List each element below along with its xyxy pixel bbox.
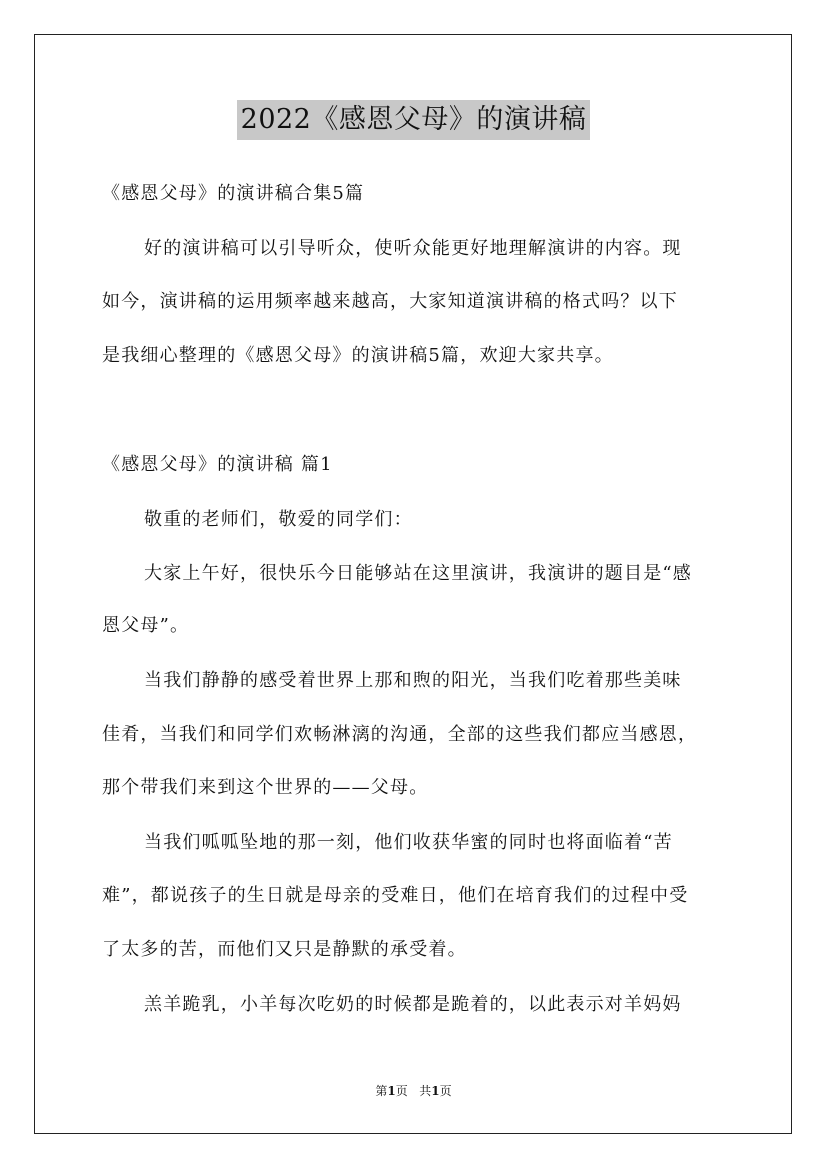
footer-page-total: 1 [431,1084,440,1098]
document-subtitle: 《感恩父母》的演讲稿合集5篇 [102,183,365,204]
body-line-8: 了太多的苦，而他们又只是静默的承受着。 [102,939,467,960]
footer-page-prefix: 第 [375,1084,388,1098]
body-line-5: 那个带我们来到这个世界的——父母。 [102,777,429,798]
body-line-6: 当我们呱呱坠地的那一刻，他们收获华蜜的同时也将面临着“苦 [144,832,673,853]
intro-line-2: 如今，演讲稿的运用频率越来越高，大家知道演讲稿的格式吗？以下 [102,291,678,312]
footer-total-suffix: 页 [439,1084,452,1098]
title-container [0,100,827,140]
footer-page-current: 1 [387,1084,396,1098]
body-line-1: 大家上午好，很快乐今日能够站在这里演讲，我演讲的题目是“感 [144,563,692,584]
body-line-3: 当我们静静的感受着世界上那和煦的阳光，当我们吃着那些美味 [144,670,682,691]
body-line-9: 羔羊跪乳，小羊每次吃奶的时候都是跪着的，以此表示对羊妈妈 [144,994,682,1015]
body-line-4: 佳肴，当我们和同学们欢畅淋漓的沟通，全部的这些我们都应当感恩， [102,724,698,745]
section-heading: 《感恩父母》的演讲稿 篇1 [102,454,333,475]
body-line-7: 难”，都说孩子的生日就是母亲的受难日，他们在培育我们的过程中受 [102,885,689,906]
footer-page-suffix: 页 [395,1084,408,1098]
document-title: 2022《感恩父母》的演讲稿 [237,100,591,140]
body-line-2: 恩父母”。 [102,615,190,636]
salutation: 敬重的老师们，敬爱的同学们： [144,509,413,530]
intro-line-3: 是我细心整理的《感恩父母》的演讲稿5篇，欢迎大家共享。 [102,345,614,366]
intro-line-1: 好的演讲稿可以引导听众，使听众能更好地理解演讲的内容。现 [144,238,682,259]
footer-total-prefix: 共 [419,1084,432,1098]
page-footer [0,1083,827,1099]
